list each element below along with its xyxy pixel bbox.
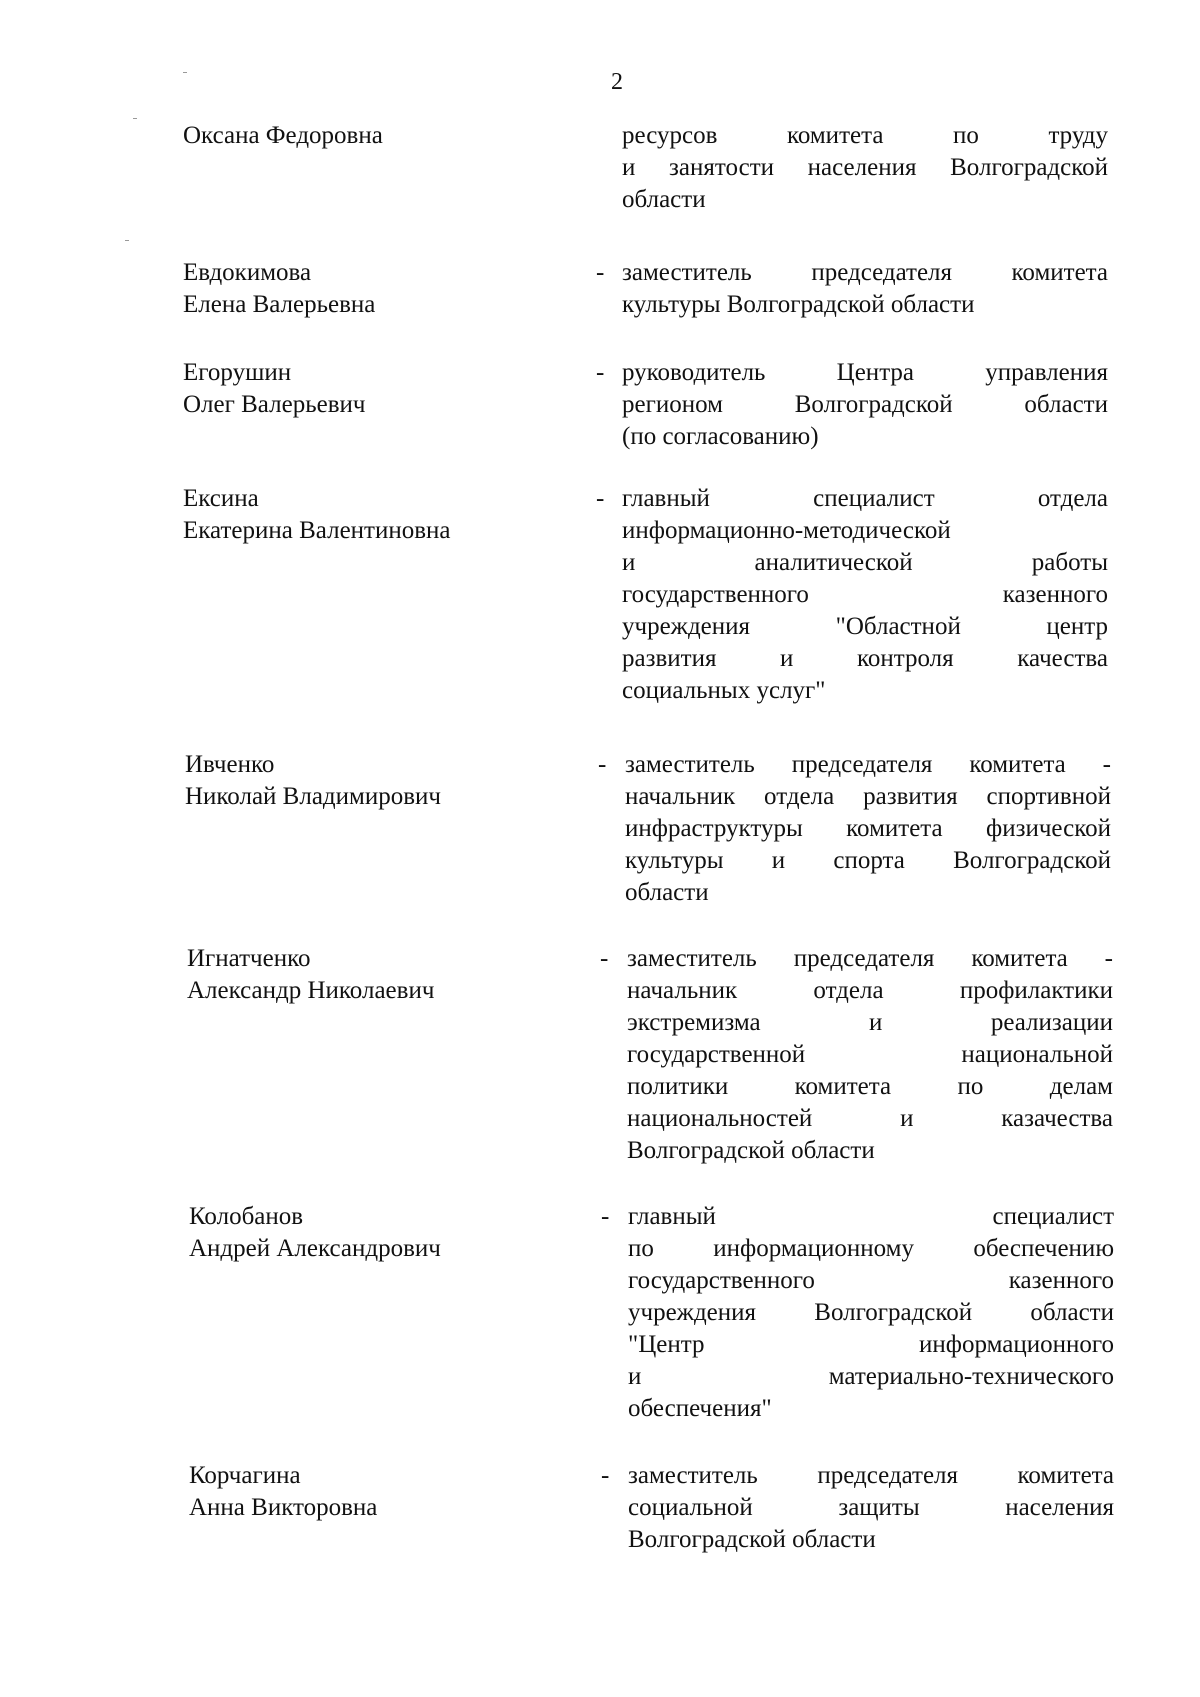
member-position-line: культуры и спорта Волгоградской [625,847,1111,874]
member-position [622,483,1108,707]
member-position-line: начальник отдела профилактики [627,977,1113,1004]
member-name [183,120,383,152]
member-position-line: национальностей и казачества [627,1105,1113,1132]
member-position-line: и занятости населения Волгоградской [622,154,1108,181]
member-position-line: учреждения Волгоградской области [628,1299,1114,1326]
dash-separator: - [600,945,609,972]
dash-separator: - [601,1462,610,1489]
member-position-line: главный специалист [628,1203,1114,1230]
member-name-line: Колобанов [189,1203,304,1230]
member-name [183,357,365,421]
member-name-line: Андрей Александрович [189,1235,441,1262]
member-name [189,1201,441,1265]
member-name-line: Олег Валерьевич [183,391,366,418]
member-name-line: Елена Валерьевна [183,291,376,318]
member-position-line: начальник отдела развития спортивной [625,783,1111,810]
member-name-line: Ивченко [185,751,275,778]
member-position-line: учреждения "Областной центр [622,613,1108,640]
scan-speck [133,118,137,119]
member-position-line: и аналитической работы [622,549,1108,576]
member-name-line: Евдокимова [183,259,312,286]
member-position [627,943,1113,1167]
member-name-line: Егорушин [183,359,292,386]
member-name-line: Оксана Федоровна [183,122,383,149]
dash-separator: - [596,485,605,512]
member-position-line: социальной защиты населения [628,1494,1114,1521]
member-position-line: информационно-методической [622,517,951,544]
member-position-line: регионом Волгоградской области [622,391,1108,418]
member-position-line: (по согласованию) [622,423,819,450]
member-position [628,1460,1114,1556]
member-name-line: Анна Викторовна [189,1494,378,1521]
scan-speck [125,240,129,241]
member-position-line: государственного казенного [628,1267,1114,1294]
scan-speck [183,72,187,73]
member-position-line: заместитель председателя комитета [622,259,1108,286]
member-position-line: инфраструктуры комитета физической [625,815,1111,842]
member-position-line: области [622,186,706,213]
member-name-line: Николай Владимирович [185,783,441,810]
member-name [183,483,451,547]
member-position-line: Волгоградской области [627,1137,875,1164]
member-position-line: руководитель Центра управления [622,359,1108,386]
dash-separator: - [598,751,607,778]
member-position-line: социальных услуг" [622,677,826,704]
member-position-line: "Центр информационного [628,1331,1114,1358]
member-position [622,357,1108,453]
page-number: 2 [611,69,623,95]
member-position-line: экстремизма и реализации [627,1009,1113,1036]
dash-separator: - [601,1203,610,1230]
member-name-line: Ексина [183,485,259,512]
member-position-line: области [625,879,709,906]
member-name [183,257,375,321]
member-position-line: заместитель председателя комитета - [627,945,1113,972]
member-position-line: заместитель председателя комитета [628,1462,1114,1489]
member-position-line: главный специалист отдела [622,485,1108,512]
member-position-line: Волгоградской области [628,1526,876,1553]
member-position-line: по информационному обеспечению [628,1235,1114,1262]
member-position-line: культуры Волгоградской области [622,291,975,318]
dash-separator: - [596,359,605,386]
member-name-line: Екатерина Валентиновна [183,517,451,544]
member-position [622,257,1108,321]
member-position [628,1201,1114,1425]
member-name [189,1460,377,1524]
member-position-line: государственного казенного [622,581,1108,608]
member-name [185,749,441,813]
member-position-line: ресурсов комитета по труду [622,122,1108,149]
member-position-line: и материально-технического [628,1363,1114,1390]
member-position-line: заместитель председателя комитета - [625,751,1111,778]
member-name-line: Корчагина [189,1462,301,1489]
member-position-line: государственной национальной [627,1041,1113,1068]
member-position-line: политики комитета по делам [627,1073,1113,1100]
member-name-line: Игнатченко [187,945,311,972]
member-name [187,943,434,1007]
member-position [622,120,1108,216]
member-position-line: развития и контроля качества [622,645,1108,672]
member-name-line: Александр Николаевич [187,977,435,1004]
member-position-line: обеспечения" [628,1395,772,1422]
dash-separator: - [596,259,605,286]
member-position [625,749,1111,909]
